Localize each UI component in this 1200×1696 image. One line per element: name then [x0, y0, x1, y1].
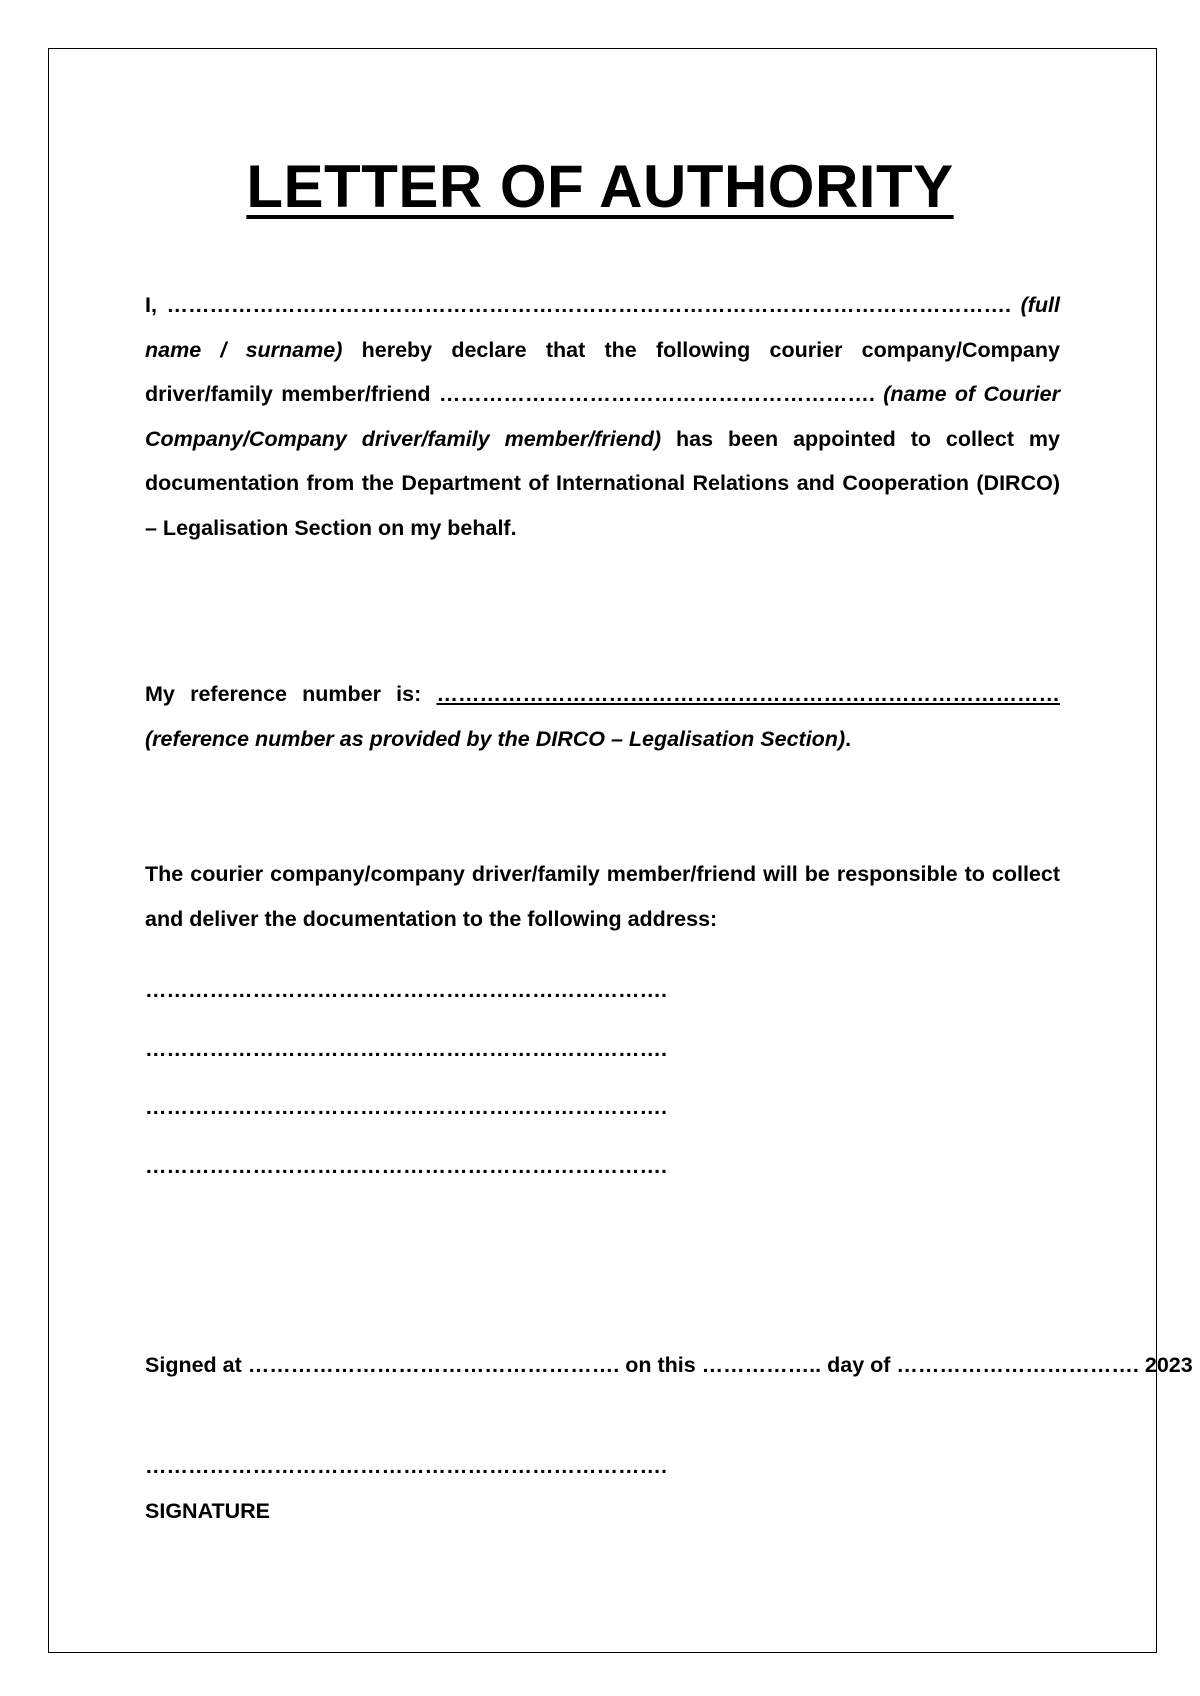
- day-of-label: day of: [827, 1353, 891, 1377]
- reference-paragraph: [145, 672, 1060, 761]
- reference-hint: (reference number as provided by the DIRCO – Legalisation Section): [145, 726, 846, 751]
- address-lines: [145, 968, 1060, 1188]
- signed-place-field[interactable]: …………………………………………….: [247, 1353, 620, 1377]
- full-name-hint: (full name / surname): [145, 293, 1060, 362]
- signed-at-label: Signed at: [145, 1353, 242, 1377]
- declaration-text-2: has been appointed to collect my documentation from the Department of International Relations and Cooperation (DIRCO) – Legalisation Section on my behalf.: [145, 426, 1060, 540]
- on-this-label: on this: [625, 1353, 696, 1377]
- reference-label: My reference number is:: [145, 682, 422, 706]
- signature-label: SIGNATURE: [145, 1498, 271, 1523]
- reference-end: .: [845, 726, 852, 751]
- declaration-paragraph: [145, 283, 1060, 550]
- delivery-text: The courier company/company driver/family member/friend will be responsible to collect and deliver the documentation to the following address:: [145, 862, 1060, 931]
- address-line-1[interactable]: ……………………………………………………………….: [145, 978, 667, 1002]
- signed-month-field[interactable]: …………………………….: [896, 1353, 1139, 1377]
- signature-block: [145, 1444, 1060, 1533]
- courier-name-hint: (name of Courier Company/Company driver/family member/friend): [145, 382, 1060, 451]
- signed-year: 2023: [1144, 1353, 1193, 1377]
- declaration-text-1: hereby declare that the following courier company/Company driver/family member/friend: [145, 337, 1060, 406]
- full-name-field[interactable]: ……………………………………………………………………………………………………….: [166, 293, 1012, 317]
- reference-number-field[interactable]: ……………………………………………………………………………: [436, 682, 1061, 706]
- address-line-4[interactable]: ……………………………………………………………….: [145, 1153, 667, 1178]
- delivery-paragraph: [145, 852, 1060, 941]
- signed-line: [145, 1343, 1193, 1388]
- courier-name-field[interactable]: …………………………………………………….: [438, 382, 875, 406]
- address-line-3[interactable]: ……………………………………………………………….: [145, 1095, 667, 1119]
- address-line-2[interactable]: ……………………………………………………………….: [145, 1036, 667, 1061]
- signature-field[interactable]: ……………………………………………………………….: [145, 1454, 667, 1478]
- document-title: LETTER OF AUTHORITY: [246, 153, 954, 220]
- signed-day-field[interactable]: ……………..: [701, 1353, 822, 1377]
- declaration-pronoun: I,: [145, 293, 157, 317]
